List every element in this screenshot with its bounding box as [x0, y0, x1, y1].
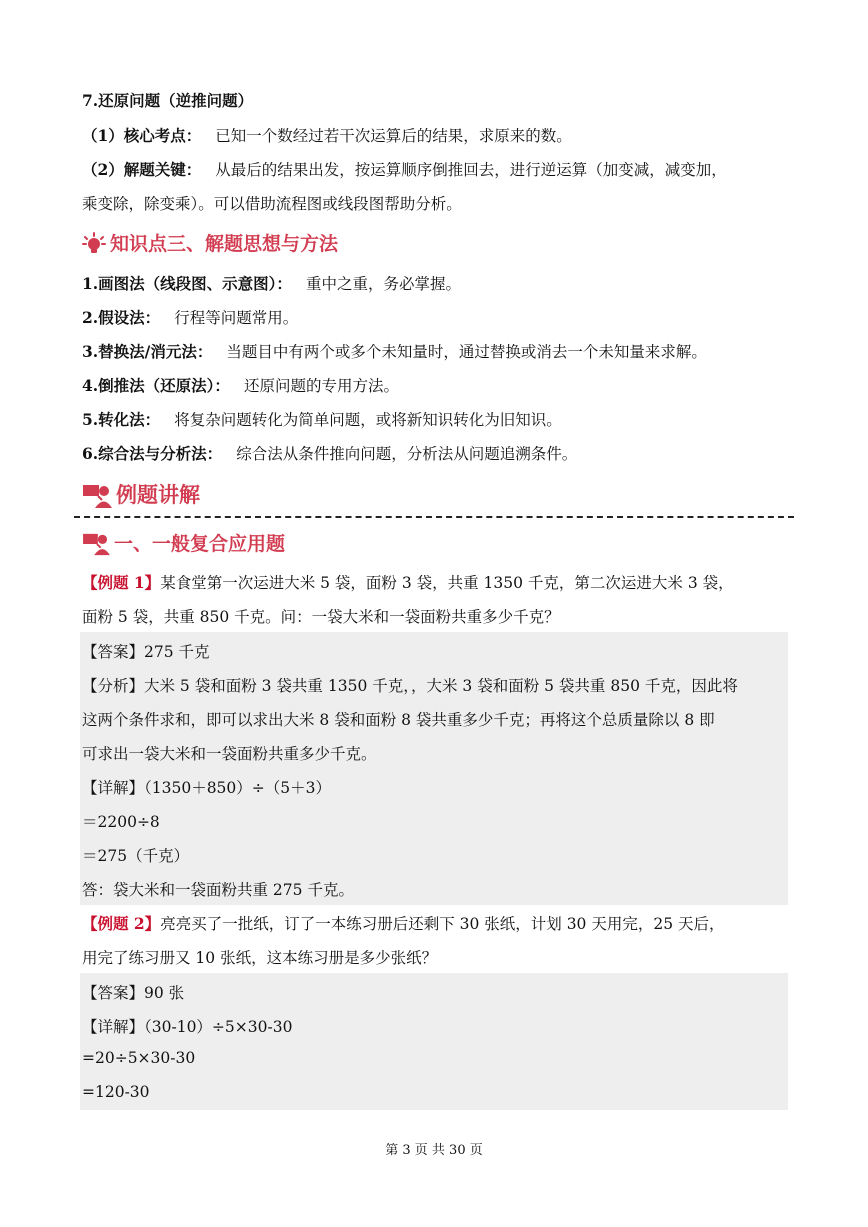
- dashed-divider: [74, 516, 794, 518]
- method-label: 4.倒推法（还原法）：: [82, 376, 230, 395]
- page-footer: 第 3 页 共 30 页: [385, 1143, 483, 1158]
- example-1-conclusion: 答：袋大米和一袋面粉共重 275 千克。: [82, 881, 354, 899]
- example-1-analysis-line-2: 这两个条件求和，即可以求出大米 8 袋和面粉 8 袋共重多少千克；再将这个总质量除以 8 即: [82, 711, 715, 729]
- method-item-5: [82, 408, 562, 430]
- example-1-analysis-line-1: 【分析】大米 5 袋和面粉 3 袋共重 1350 千克，，大米 3 袋和面粉 5 袋共重 850 千克，因此将: [82, 677, 738, 695]
- method-text: 重中之重，务必掌握。: [305, 275, 461, 293]
- section-3-header: [82, 229, 338, 260]
- example-label: 【例题 1】: [82, 573, 161, 592]
- method-item-3: [82, 340, 707, 362]
- example-2-detail-line-3: =120-30: [82, 1083, 150, 1101]
- subsection-title: 一、一般复合应用题: [114, 533, 286, 555]
- example-2-question-line-2: 用完了练习册又 10 张纸，这本练习册是多少张纸？: [82, 949, 438, 967]
- example-1-answer: 【答案】275 千克: [82, 643, 210, 661]
- method-text: 还原问题的专用方法。: [243, 377, 399, 395]
- point-text: 从最后的结果出发，按运算顺序倒推回去，进行逆运算（加变减，减变加，: [215, 161, 727, 179]
- method-item-2: [82, 306, 298, 328]
- question-text: 亮亮买了一批纸，订了一本练习册后还剩下 30 张纸，计划 30 天用完，25 天后，: [160, 915, 725, 933]
- example-1-detail-line-1: 【详解】（1350＋850）÷（5＋3）: [82, 779, 331, 797]
- method-label: 5.转化法：: [82, 410, 161, 429]
- example-2-detail-line-1: 【详解】（30-10）÷5×30-30: [82, 1018, 293, 1036]
- method-label: 3.替换法/消元法：: [82, 342, 213, 361]
- example-1-detail-line-2: ＝2200÷8: [82, 813, 160, 831]
- method-item-4: [82, 374, 399, 396]
- question-text: 某食堂第一次运进大米 5 袋，面粉 3 袋，共重 1350 千克，第二次运进大米 3 袋，: [160, 574, 734, 592]
- method-label: 2.假设法：: [82, 308, 161, 327]
- teacher-icon: [82, 532, 110, 560]
- example-1-detail-line-3: ＝275（千克）: [82, 847, 190, 865]
- method-label: 6.综合法与分析法：: [82, 444, 223, 463]
- example-1-analysis-line-3: 可求出一袋大米和一袋面粉共重多少千克。: [82, 745, 377, 763]
- method-text: 将复杂问题转化为简单问题，或将新知识转化为旧知识。: [174, 411, 562, 429]
- examples-title: 例题讲解: [116, 482, 200, 507]
- point-label: （1）核心考点：: [82, 126, 202, 145]
- method-text: 综合法从条件推向问题，分析法从问题追溯条件。: [236, 445, 578, 463]
- section-7-point-1: [82, 124, 572, 146]
- example-2-answer: 【答案】90 张: [82, 984, 185, 1002]
- method-text: 当题目中有两个或多个未知量时，通过替换或消去一个未知量来求解。: [226, 343, 707, 361]
- example-2-answer-box: [80, 973, 788, 1110]
- example-1-question-line-1: [82, 571, 734, 593]
- example-2-question-line-1: [82, 912, 725, 934]
- method-text: 行程等问题常用。: [174, 309, 299, 327]
- subsection-header: [82, 529, 285, 560]
- method-label: 1.画图法（线段图、示意图）：: [82, 274, 292, 293]
- section-3-title: 知识点三、解题思想与方法: [110, 233, 339, 255]
- method-item-6: [82, 442, 577, 464]
- example-2-detail-line-2: =20÷5×30-30: [82, 1049, 196, 1067]
- section-7-title: 7.还原问题（逆推问题）: [82, 91, 254, 110]
- point-text: 已知一个数经过若干次运算后的结果，求原来的数。: [215, 127, 572, 145]
- point-label: （2）解题关键：: [82, 160, 202, 179]
- example-1-question-line-2: 面粉 5 袋，共重 850 千克。问：一袋大米和一袋面粉共重多少千克？: [82, 608, 560, 626]
- section-7-point-2: [82, 158, 727, 180]
- method-item-1: [82, 272, 461, 294]
- teacher-icon: [82, 483, 112, 513]
- lightbulb-icon: [82, 232, 106, 260]
- example-label: 【例题 2】: [82, 914, 161, 933]
- section-7-point-2-cont: 乘变除，除变乘）。可以借助流程图或线段图帮助分析。: [82, 195, 462, 213]
- examples-header: [82, 479, 200, 513]
